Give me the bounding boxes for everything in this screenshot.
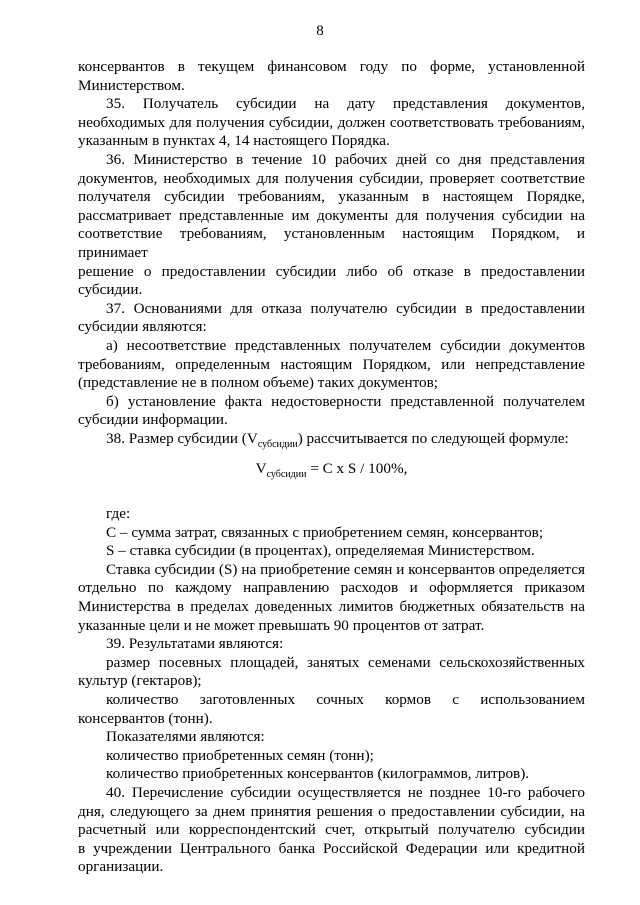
formula (78, 460, 585, 479)
text-line: организации. (78, 858, 164, 876)
indicator-item-2: количество приобретенных консервантов (килограммов, литров). (106, 765, 530, 783)
formula-expression: = С x S / 100%, (306, 460, 408, 478)
paragraph-rate (78, 561, 585, 635)
paragraph-40 (78, 784, 585, 877)
text-line: субсидии являются: (78, 318, 207, 336)
text-line: требованиям, определенным настоящим Порядком, или непредставление (78, 355, 585, 373)
paragraph-38-text-start: 38. Размер субсидии (V (106, 429, 258, 447)
paragraph-37-b (78, 393, 585, 430)
text-line: решение о предоставлении субсидии либо об отказе в предоставлении (78, 262, 585, 280)
definition-s: S – ставка субсидии (в процентах), определяемая Министерством. (106, 542, 535, 560)
text-line: указанным в пунктах 4, 14 настоящего Порядка. (78, 132, 390, 150)
definition-c: С – сумма затрат, связанных с приобретением семян, консервантов; (106, 523, 544, 541)
text-line: соответствие требованиям, установленным настоящим Порядком, и принимает (78, 225, 585, 261)
text-line: а) несоответствие представленных получателем субсидии документов (106, 336, 585, 354)
text-line: дня, следующего за днем принятия решения о предоставлении субсидии, на (78, 802, 585, 820)
text-line: в учреждении Центрального банка Российской Федерации или кредитной (78, 839, 585, 857)
subscript-label: субсидии (257, 438, 298, 450)
text-line: рассматривает представленные им документы для получения субсидии на (78, 206, 585, 224)
paragraph-37 (78, 300, 585, 337)
where-label: где: (106, 505, 131, 523)
text-line: субсидии информации. (78, 411, 228, 429)
document-body (78, 58, 585, 877)
text-line: 40. Перечисление субсидии осуществляется не позднее 10-го рабочего (106, 783, 585, 801)
text-line: отдельно по каждому направлению расходов и оформляется приказом (78, 579, 585, 597)
formula-subscript: субсидии (266, 469, 307, 481)
text-line: консервантов (тонн). (78, 709, 213, 727)
paragraph-35 (78, 95, 585, 151)
formula-variable: V (255, 460, 267, 478)
text-line: Министерством. (78, 76, 185, 94)
spacer (78, 493, 585, 505)
paragraph-37-a (78, 337, 585, 393)
paragraph-continuation (78, 58, 585, 95)
text-line: 36. Министерство в течение 10 рабочих дней со дня представления (106, 150, 585, 168)
text-line: субсидии. (78, 281, 143, 299)
text-line: необходимых для получения субсидии, должен соответствовать требованиям, (78, 113, 585, 131)
text-line: расчетный или корреспондентский счет, открытый получателю субсидии (78, 821, 585, 839)
text-line: документов, необходимых для получения субсидии, проверяет соответствие (78, 169, 585, 187)
text-line: указанные цели и не может превышать 90 процентов от затрат. (78, 616, 485, 634)
paragraph-38 (78, 430, 585, 449)
paragraph-38-text-end: ) рассчитывается по следующей формуле: (297, 429, 569, 447)
paragraph-36 (78, 151, 585, 300)
text-line: количество заготовленных сочных кормов с использованием (106, 691, 585, 708)
text-line: размер посевных площадей, занятых семенами сельскохозяйственных (106, 653, 585, 671)
result-item-2 (78, 691, 585, 728)
text-line: Министерства в пределах доведенных лимитов бюджетных обязательств на (78, 598, 585, 616)
result-item-1 (78, 654, 585, 691)
text-line: 37. Основаниями для отказа получателю субсидии в предоставлении (106, 299, 585, 317)
text-line: консервантов в текущем финансовом году по форме, установленной (78, 58, 585, 75)
text-line: б) установление факта недостоверности представленной получателем (106, 392, 585, 410)
page-number: 8 (316, 23, 324, 39)
indicator-item-1: количество приобретенных семян (тонн); (106, 746, 374, 764)
text-line: Ставка субсидии (S) на приобретение семян и консервантов определяется (106, 560, 585, 578)
paragraph-39: 39. Результатами являются: (106, 635, 284, 653)
text-line: культур (гектаров); (78, 672, 202, 690)
text-line: 35. Получатель субсидии на дату представления документов, (106, 95, 585, 113)
indicators-title: Показателями являются: (106, 728, 265, 746)
text-line: получателя субсидии требованиям, указанным в настоящем Порядке, (78, 188, 585, 206)
text-line: (представление не в полном объеме) таких документов; (78, 374, 438, 392)
